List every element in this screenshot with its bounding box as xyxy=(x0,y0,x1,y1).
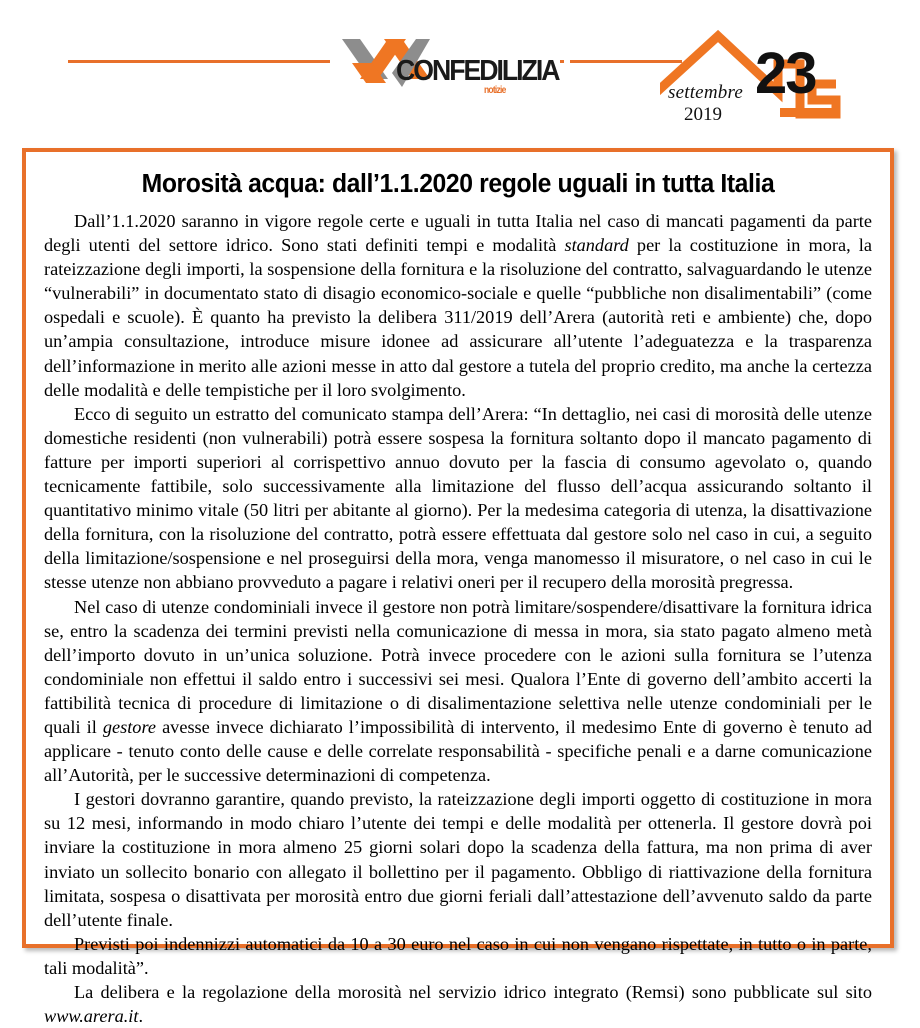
emphasized-text: gestore xyxy=(102,716,156,737)
article-paragraph xyxy=(44,402,872,595)
issue-year: 2019 xyxy=(684,104,722,125)
paragraph-text: La delibera e la regolazione della morosità nel servizio idrico integrato (Remsi) sono pubblicate sul sito xyxy=(74,982,872,1002)
issue-number: 23 xyxy=(755,41,816,106)
paragraph-text: Previsti poi indennizzi automatici da 10 a 30 euro nel caso in cui non vengano rispettate, in tutto o in parte, tali modalità”. xyxy=(44,933,872,978)
emphasized-text: www.arera.it xyxy=(44,1006,139,1027)
article-paragraph xyxy=(44,980,872,1028)
paragraph-text: Ecco di seguito un estratto del comunicato stampa dell’Arera: “In dettaglio, nei casi di morosità delle utenze domestiche residenti (non vulnerabili) potrà essere sospesa la fornitura soltanto dopo il mancato pagamento di fatture per importi superiori al corrispettivo annuo dovuto per la fascia di consumo agevolato o, quando tecnicamente fattibile, solo successivamente alla limitazione del flusso dell’acqua assicurando soltanto il quantitativo minimo vitale (50 litri per abitante al giorno). Per la medesima categoria di utenza, la disattivazione della fornitura, con la risoluzione del contratto, potrà essere effettuata dal gestore solo nel caso in cui, a seguito della limitazione/sospensione e nel proseguirsi della mora, venga manomesso il misuratore, o nel caso in cui le stesse utenze non abbiano provveduto a pagare i relativi oneri per il recupero della morosità pregressa. xyxy=(44,403,872,593)
paragraph-text: Nel caso di utenze condominiali invece il gestore non potrà limitare/sospendere/disattivare la fornitura idrica se, entro la scadenza dei termini previsti nella comunicazione di messa in mora, sia stato pagato almeno metà dell’importo dovuto in un’unica soluzione. Potrà invece procedere con le azioni sulla fornitura se l’utenza condominiale non effettui il saldo entro i successivi sei mesi. Qualora l’Ente di governo dell’ambito accerti la fattibilità tecnica di procedure di limitazione o di disalimentazione selettiva nelle utenze condominiali per le quali il xyxy=(44,596,872,737)
confedilizia-logo xyxy=(338,33,568,105)
emphasized-text: standard xyxy=(564,235,629,256)
article-paragraph xyxy=(44,595,872,788)
article-body xyxy=(44,209,872,1028)
confedilizia-subtitle: notizie xyxy=(484,85,506,96)
paragraph-text: avesse invece dichiarato l’impossibilità di intervento, il medesimo Ente di governo è tenuto ad applicare - tenuto conto delle cause e delle correlate responsabilità - specifiche penali e a darne comunicazione all’Autorità, per le successive determinazioni di competenza. xyxy=(44,716,872,786)
paragraph-text: per la costituzione in mora, la rateizzazione degli importi, la sospensione della fornitura e la risoluzione del contratto, salvaguardando le utenze “vulnerabili” in documentato stato di disagio economico-sociale e quelle “pubbliche non disalimentabili” (come ospedali e scuole). È quanto ha previsto la delibera 311/2019 dell’Arera (autorità reti e ambiente) che, dopo un’ampia consultazione, introduce misure idonee ad assicurare all’utente l’adeguatezza e la trasparenza dell’informazione in merito alle azioni messe in atto dal gestore a tutela del proprio credito, ma anche la certezza delle modalità e delle tempistiche per il loro svolgimento. xyxy=(44,235,872,400)
issue-month: settembre xyxy=(668,82,743,103)
article-paragraph xyxy=(44,932,872,980)
article-frame xyxy=(22,148,894,1027)
confedilizia-wordmark: CONFEDILIZIA xyxy=(396,55,559,87)
paragraph-text: . xyxy=(138,1006,144,1027)
article-paragraph xyxy=(44,209,872,402)
paragraph-text: I gestori dovranno garantire, quando previsto, la rateizzazione degli importi oggetto di costituzione in mora su 12 mesi, informando in modo chiaro l’utente dei tempi e delle modalità per ottenerla. Il gestore dovrà poi inviare la costituzione in mora almeno 25 giorni solari dopo la scadenza della fattura, ma non prima di aver inviato un sollecito bonario con allegato il bollettino per il pagamento. Obbligo di riattivazione della fornitura limitata, sospesa o disattivata per morosità entro due giorni feriali dall’attestazione dell’avvenuto saldo da parte dell’utente finale. xyxy=(44,789,872,930)
article-headline: Morosità acqua: dall’1.1.2020 regole uguali in tutta Italia xyxy=(141,170,775,198)
article-paragraph xyxy=(44,787,872,932)
paragraph-text: Dall’1.1.2020 saranno in vigore regole certe e uguali in tutta Italia nel caso di mancati pagamenti da parte degli utenti del settore idrico. Sono stati definiti tempi e modalità xyxy=(44,211,872,256)
issue-date-block xyxy=(660,22,900,130)
masthead xyxy=(0,0,920,132)
masthead-rule-left xyxy=(68,60,330,63)
